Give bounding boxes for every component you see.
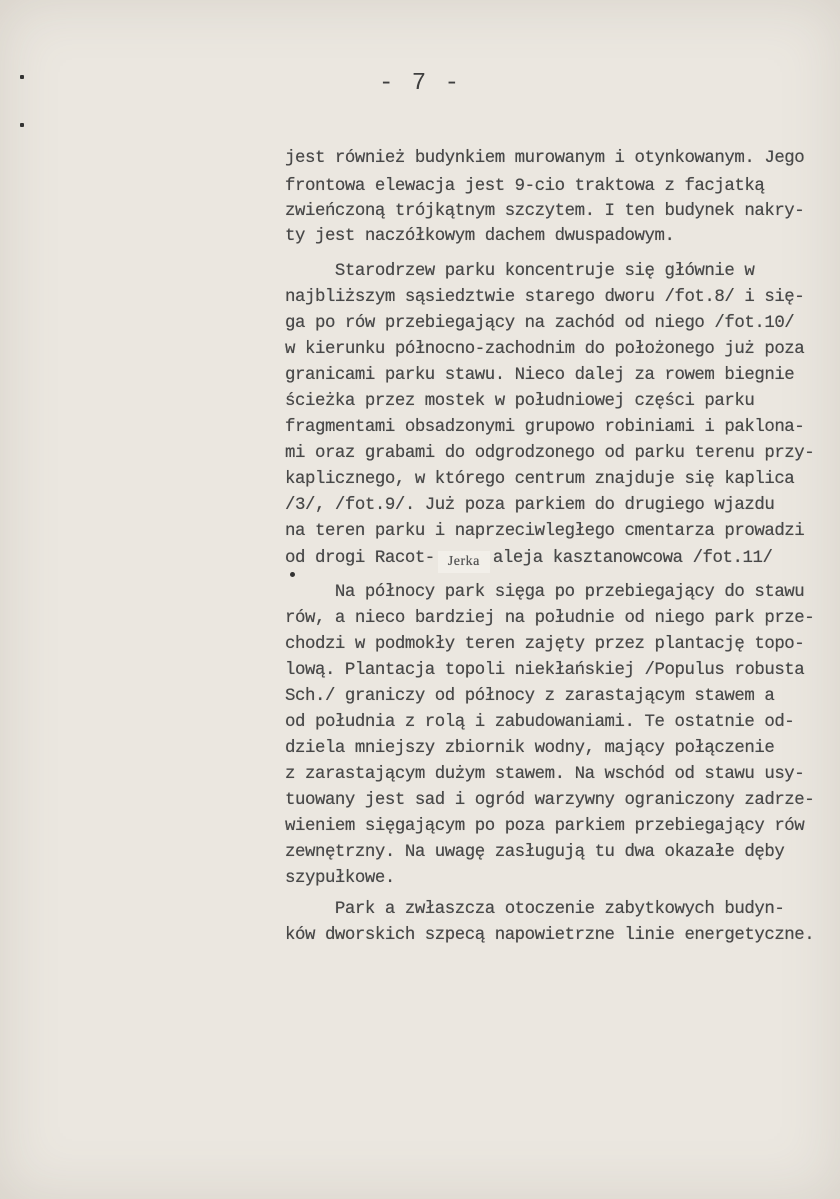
text-line: ków dworskich szpecą napowietrzne linie energetyczne. [285,926,815,945]
text-line: na teren parku i naprzeciwległego cmentarza prowadzi [285,522,805,541]
text-line: fragmentami obsadzonymi grupowo robiniami i paklona- [285,418,805,437]
text-line: lową. Plantacja topoli niekłańskiej /Populus robusta [285,661,805,680]
text-line: szypułkowe. [285,869,395,888]
text-line: zewnętrzny. Na uwagę zasługują tu dwa okazałe dęby [285,843,785,862]
margin-mark [20,123,24,127]
text-line: granicami parku stawu. Nieco dalej za rowem biegnie [285,366,795,385]
text-line: mi oraz grabami do odgrodzonego od parku terenu przy- [285,444,815,463]
text-line: Na północy park sięga po przebiegający do stawu [285,583,805,602]
text-line: rów, a nieco bardziej na południe od niego park prze- [285,609,815,628]
text-line: ga po rów przebiegający na zachód od niego /fot.10/ [285,314,795,333]
text-line [285,548,772,570]
text-line: frontowa elewacja jest 9-cio traktowa z facjatką [285,177,765,196]
text-line: od południa z rolą i zabudowaniami. Te ostatnie od- [285,713,795,732]
ink-dot [290,572,295,577]
text-line: Park a zwłaszcza otoczenie zabytkowych budyn- [285,900,785,919]
text-line: dziela mniejszy zbiornik wodny, mający połączenie [285,739,775,758]
text-line: ty jest naczółkowym dachem dwuspadowym. [285,227,675,246]
text-line: najbliższym sąsiedztwie starego dworu /fot.8/ i się- [285,288,805,307]
text-line: tuowany jest sad i ogród warzywny ograniczony zadrze- [285,791,815,810]
text-segment: od drogi Racot- [285,549,435,568]
text-line: wieniem sięgającym po poza parkiem przebiegający rów [285,817,805,836]
page-number: - 7 - [378,70,461,97]
text-segment: aleja kasztanowcowa /fot.11/ [492,549,773,568]
text-line: zwieńczoną trójkątnym szczytem. I ten budynek nakry- [285,202,805,221]
pasted-word-label: Jerka [438,551,490,573]
text-line: chodzi w podmokły teren zajęty przez plantację topo- [285,635,805,654]
text-line: kaplicznego, w którego centrum znajduje się kaplica [285,470,795,489]
text-line: ścieżka przez mostek w południowej części parku [285,392,755,411]
text-line: w kierunku północno-zachodnim do położonego już poza [285,340,805,359]
margin-mark [20,75,24,79]
text-line: /3/, /fot.9/. Już poza parkiem do drugiego wjazdu [285,496,775,515]
text-line: Starodrzew parku koncentruje się głównie w [285,262,755,281]
text-line: Sch./ graniczy od północy z zarastającym stawem a [285,687,775,706]
text-line: jest również budynkiem murowanym i otynkowanym. Jego [285,149,805,168]
text-line: z zarastającym dużym stawem. Na wschód od stawu usy- [285,765,805,784]
